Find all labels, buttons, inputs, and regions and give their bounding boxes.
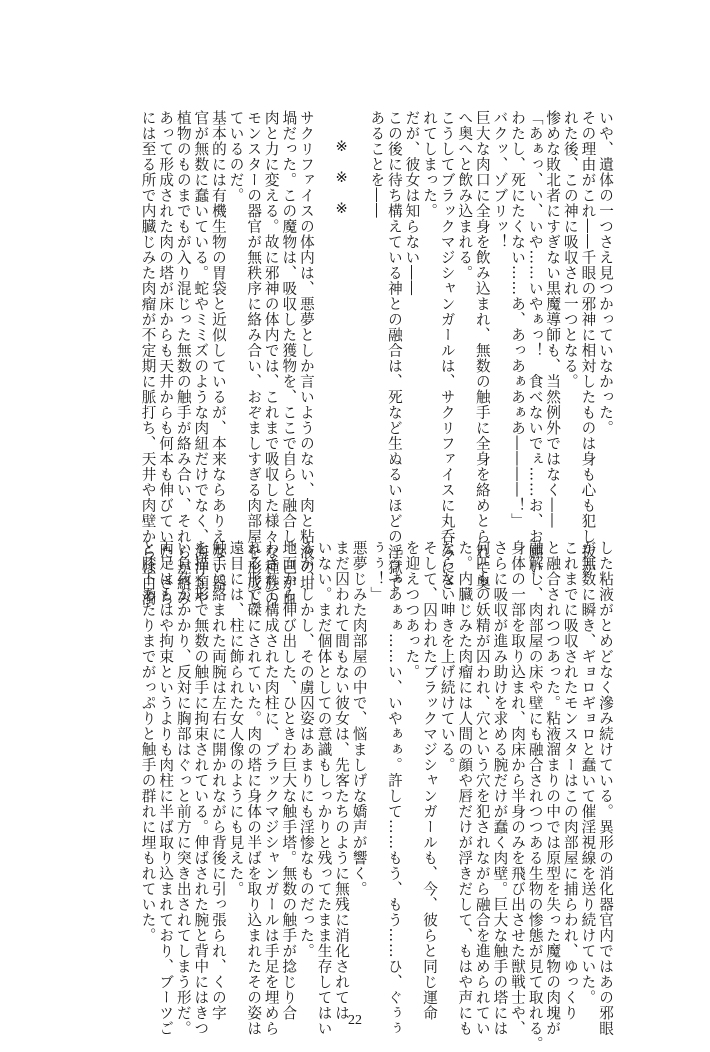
- text-line: 堝だった。この魔物は、吸収した獲物を、ここで自らと融合し、己が血: [280, 110, 298, 606]
- text-line: した粘液がとめどなく滲み続けている。異形の消化器官内ではあの邪眼: [597, 540, 614, 1036]
- text-line: あって形成された肉の塔が床からも天井からも何本も伸びていた。さら: [157, 110, 175, 606]
- text-line: れる形で磔にされていた。肉の塔に身体の半ばを取り込まれたその姿は: [245, 540, 263, 1036]
- text-line: と膝下あたりまでがっぷりと触手の群れに埋もれていた。: [139, 540, 157, 943]
- text-line: るが、しかし、その虜囚姿はあまりにも淫惨なものだった。: [297, 540, 315, 959]
- page-number: 22: [348, 1013, 362, 1028]
- text-line: この後に待ち構えている神との融合は、死など生ぬるいほどの淫獄で: [385, 110, 403, 591]
- text-line: [315, 110, 333, 535]
- text-line: 触手に絡まれた両腕は左右に開かれながら背後に引っ張られ、くの字: [209, 540, 227, 1021]
- text-line: 遠目には、柱に飾られた女人像のようにも見えた。: [227, 540, 245, 897]
- text-line: と融合されつつあった。粘液溜まりの中では原型を失った魔物の肉塊が: [544, 540, 562, 1036]
- section-break: ※※※: [333, 138, 351, 231]
- text-line: ぅぅ！」: [368, 540, 386, 602]
- text-line: 肉と力に変える。故に邪神の体内では、これまで吸収した様々な種族の: [262, 110, 280, 606]
- text-line: れた後、この神に吸収され一つとなる。: [561, 110, 579, 389]
- text-line: さらに吸収が進み助けを求める腕だけが蠢く肉壁。巨大な触手の塔には: [491, 540, 509, 1036]
- text-line: ならない呻きを上げ続けている。: [438, 540, 456, 773]
- text-line: を迎えつつあった。: [403, 540, 421, 680]
- text-line: 両足はもはや拘束というよりも肉柱に半ば取り込まれており、ブーツご: [157, 540, 175, 1036]
- text-line: 悪夢じみた肉部屋の中で、悩ましげな嬌声が響く。: [350, 540, 368, 897]
- text-line: まだ囚われて間もない彼女は、先客たちのように無残に消化されては: [333, 540, 351, 1021]
- text-line: モンスターの器官が無秩序に絡み合い、おぞましすぎる肉部屋を形成し: [245, 110, 263, 606]
- text-line: 植物のものまでもが入り混じった無数の触手が絡み合い、それらが絡み: [174, 110, 192, 606]
- text-line: 身体の一部を取り込まれ、肉床から半身のみを飛び出させた獣戦士や、: [509, 540, 527, 1036]
- text-line: 「うぁあぁぁ……い、いやぁぁ。許して……もう、もう……ひ、ぐぅぅ: [385, 540, 403, 1036]
- text-line: 惨めな敗北者にすぎない黒魔導師も、当然例外ではなく――: [544, 110, 562, 529]
- text-line: た。内臓じみた肉瘤には人間の顔や唇だけが浮きだして、もはや声にも: [456, 540, 474, 1036]
- text-line: へ奥へと飲み込まれる。: [456, 110, 474, 281]
- text-line: わたし、死にたくない……あ、あっあぁあぁあ――――！」: [509, 110, 527, 529]
- text-line: だが、彼女は知らない――: [403, 110, 421, 296]
- text-line: 何匹もの妖精が囚われ、穴という穴を犯されながら融合を進められてい: [473, 540, 491, 1036]
- text-line: 官が無数に蠢いている。蛇やミミズのような肉紐だけでなく、海洋類や: [192, 110, 210, 606]
- text-line: あることを――: [368, 110, 386, 219]
- text-line: 地面から伸び出した、ひときわ巨大な触手塔。無数の触手が捻じり合: [280, 540, 298, 1021]
- text-line: ているのだ。: [227, 110, 245, 203]
- text-line: そして、囚われたブラックマジシャンガールも、今、彼らと同じ運命: [421, 540, 439, 1021]
- text-line: 融解し、肉部屋の床や壁にも融合されつつある生物の惨態が見て取れる。: [526, 540, 544, 1052]
- text-line: い負荷がかかり、反対に胸部はぐっと前方に突き出されてしまう形だ。: [174, 540, 192, 1036]
- text-line: れてしまった。: [421, 110, 439, 219]
- text-line: こうしてブラックマジシャンガールは、サクリファイスに丸呑みにさ: [438, 110, 456, 591]
- text-line: [350, 110, 368, 535]
- text-line: が無数に瞬き、ギョロギョロと蠢いて催淫視線を送り続けていた。: [579, 540, 597, 1005]
- text-line: その理由がこれ――千眼の邪神に相対したものは身も心も犯し抜か: [579, 110, 597, 575]
- text-line: いや、遺体の一つさえ見つかっていなかった。: [597, 110, 614, 436]
- text-line: いない。まだ個体としての意識もしっかりと残ってたまま生存してはい: [315, 540, 333, 1036]
- text-line: 巨大な肉口に全身を飲み込まれ、無数の触手に全身を絡めとられて奥: [473, 110, 491, 591]
- text-line: わされて構成された肉柱に、ブラックマジシャンガールは手足を埋めら: [262, 540, 280, 1036]
- text-line: バクッ、ゾブリッ！: [491, 110, 509, 250]
- text-line: これまでに吸収されたモンスターはこの肉部屋に捕らわれ、ゆっくり: [561, 540, 579, 1021]
- text-line: 基本的には有機生物の胃袋と近似しているが、本来ならありえない器: [209, 110, 227, 591]
- text-line: には至る所で内臓じみた肉瘤が不定期に脈打ち、天井や肉壁からは白濁: [139, 110, 157, 606]
- text-line: を描く形で無数の触手に拘束されている。伸ばされた腕と背中にはきつ: [192, 540, 210, 1036]
- text-line: サクリファイスの体内は、悪夢としか言いようのない、肉と粘液の坩: [297, 110, 315, 591]
- text-line: 「あぁっ、い、いや……いやぁっ！ 食べないでぇ……お、お願い、: [526, 110, 544, 591]
